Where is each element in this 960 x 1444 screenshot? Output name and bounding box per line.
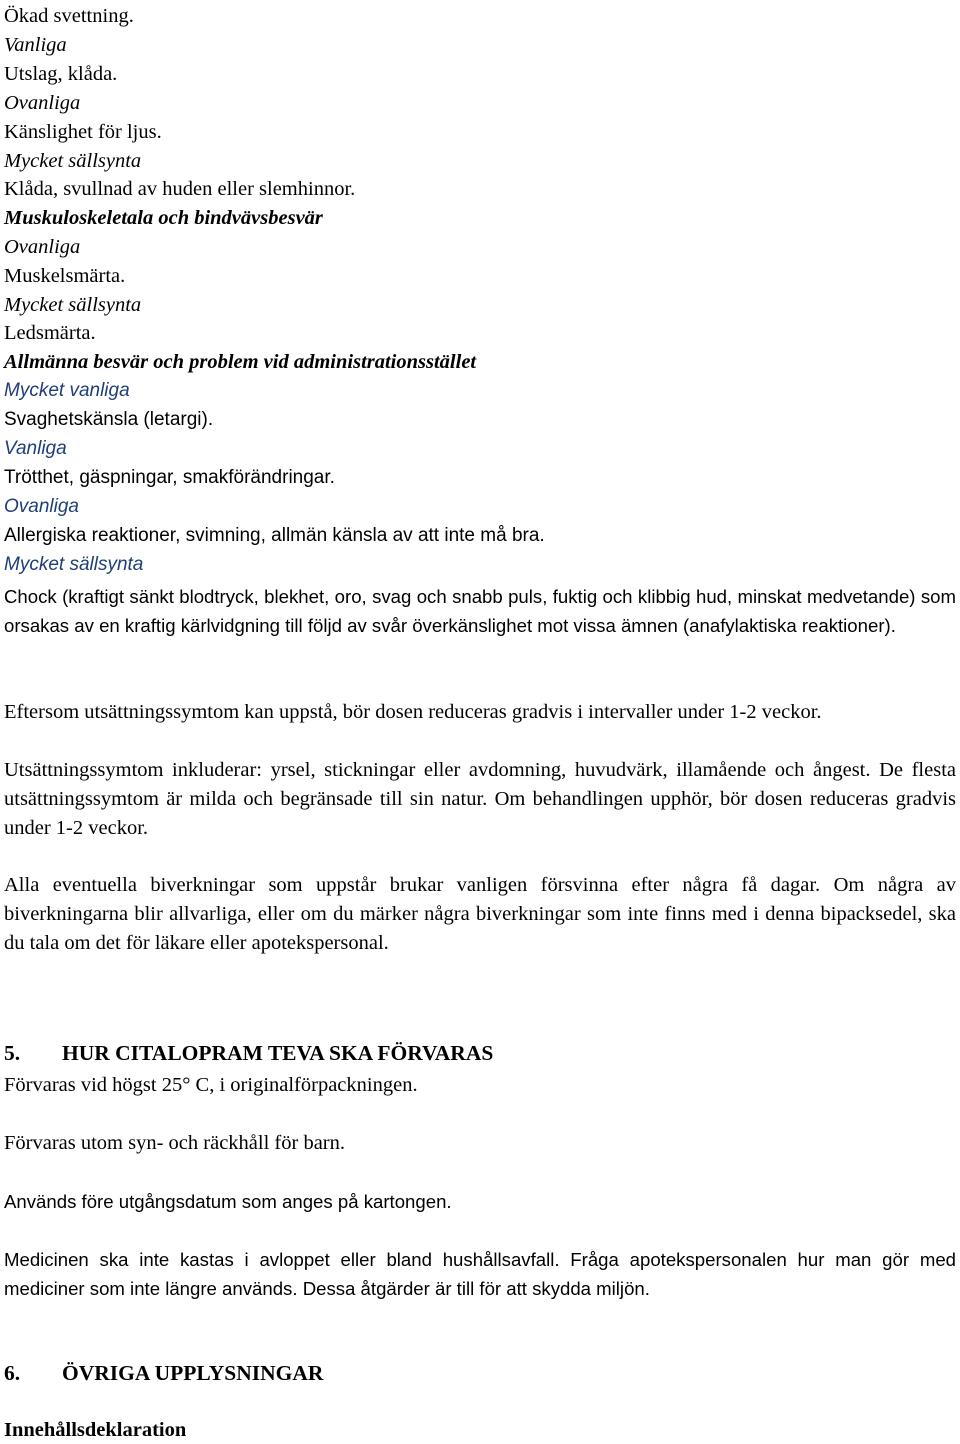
storage-temperature: Förvaras vid högst 25° C, i originalförpackningen.	[4, 1074, 418, 1096]
frequency-label: Mycket sällsynta	[4, 150, 142, 172]
text-line: Ökad svettning.	[4, 5, 134, 27]
frequency-label: Ovanliga	[4, 236, 81, 258]
text-line: Muskelsmärta.	[4, 265, 126, 287]
text-line: Allergiska reaktioner, svimning, allmän känsla av att inte må bra.	[4, 525, 545, 546]
frequency-label: Ovanliga	[4, 92, 81, 114]
frequency-label: Vanliga	[4, 438, 67, 459]
category-heading: Muskuloskeletala och bindvävsbesvär	[4, 207, 323, 229]
storage-children: Förvaras utom syn- och räckhåll för barn.	[4, 1132, 345, 1154]
section-5-heading	[4, 1041, 493, 1067]
frequency-label: Mycket sällsynta	[4, 554, 144, 575]
innehall-heading: Innehållsdeklaration	[4, 1419, 187, 1441]
chock-paragraph: Chock (kraftigt sänkt blodtryck, blekhet, oro, svag och snabb puls, fuktig och klibbig hud, minskat medvetande) som orsakas av en kraftig kärlvidgning till följd av svår överkänslighet mot vissa ämnen (anafylaktiska reaktioner).	[4, 586, 956, 636]
text-line: Trötthet, gäspningar, smakförändringar.	[4, 467, 335, 488]
section-title: HUR CITALOPRAM TEVA SKA FÖRVARAS	[62, 1041, 494, 1065]
disposal-paragraph: Medicinen ska inte kastas i avloppet eller bland hushållsavfall. Fråga apotekspersonalen hur man gör med mediciner som inte längre används. Dessa åtgärder är till för att skydda miljön.	[4, 1249, 956, 1299]
section-6-heading	[4, 1361, 323, 1387]
frequency-label: Vanliga	[4, 34, 67, 56]
section-number: 5.	[4, 1041, 21, 1065]
section-title: ÖVRIGA UPPLYSNINGAR	[62, 1361, 324, 1385]
alla-paragraph: Alla eventuella biverkningar som uppstår brukar vanligen försvinna efter några få dagar. Om några av biverkningarna blir allvarliga, eller om du märker några biverkningar som inte finns med i denna bipacksedel, ska du tala om det för läkare eller apotekspersonal.	[4, 874, 956, 954]
text-line: Utslag, klåda.	[4, 63, 118, 85]
text-line: Känslighet för ljus.	[4, 121, 162, 143]
utsattning-paragraph: Utsättningssymtom inkluderar: yrsel, stickningar eller avdomning, huvudvärk, illamående och ångest. De flesta utsättningssymtom är milda och begränsade till sin natur. Om behandlingen upphör, bör dosen reduceras gradvis under 1-2 veckor.	[4, 759, 956, 839]
expiry-text: Används före utgångsdatum som anges på kartongen.	[4, 1191, 452, 1212]
frequency-label: Ovanliga	[4, 496, 79, 517]
text-line: Svaghetskänsla (letargi).	[4, 409, 214, 430]
frequency-label: Mycket sällsynta	[4, 294, 142, 316]
frequency-label: Mycket vanliga	[4, 380, 130, 401]
text-line: Ledsmärta.	[4, 322, 96, 344]
eftersom-paragraph: Eftersom utsättningssymtom kan uppstå, bör dosen reduceras gradvis i intervaller under 1-2 veckor.	[4, 701, 822, 723]
category-heading: Allmänna besvär och problem vid administrationsstället	[4, 351, 477, 373]
text-line: Klåda, svullnad av huden eller slemhinnor.	[4, 178, 356, 200]
section-number: 6.	[4, 1361, 21, 1385]
